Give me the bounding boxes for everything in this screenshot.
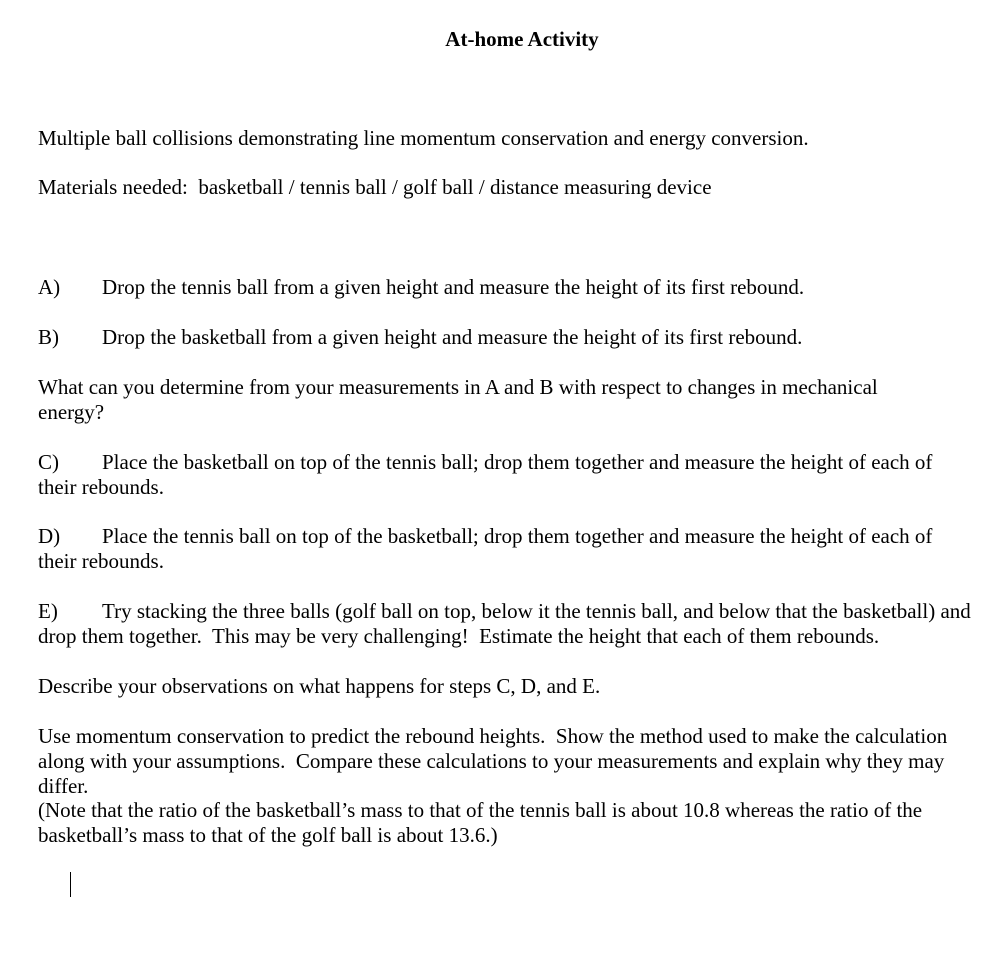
momentum-paragraph: Use momentum conservation to predict the rebound heights. Show the method used to make the calculation along with your assumptions. Compare these calculations to your measurements and explain why they may differ. <box>38 724 953 798</box>
step-c-label: C) <box>38 450 59 474</box>
step-b <box>38 325 973 350</box>
step-c <box>38 450 973 500</box>
note-paragraph: (Note that the ratio of the basketball’s mass to that of the tennis ball is about 10.8 whereas the ratio of the basketball’s mass to that of the golf ball is about 13.6.) <box>38 798 923 847</box>
step-a <box>38 275 973 300</box>
describe-paragraph: Describe your observations on what happens for steps C, D, and E. <box>38 674 601 698</box>
step-e-text: Try stacking the three balls (golf ball on top, below it the tennis ball, and below that the basketball) and drop them together. This may be very challenging! Estimate the height that each of them rebounds. <box>38 599 977 648</box>
document-title: At-home Activity <box>445 27 599 51</box>
step-b-label: B) <box>38 325 59 349</box>
intro-paragraph: Multiple ball collisions demonstrating line momentum conservation and energy conversion. <box>38 126 809 150</box>
step-a-text: Drop the tennis ball from a given height and measure the height of its first rebound. <box>102 275 805 299</box>
text-cursor[interactable] <box>70 872 71 897</box>
step-e <box>38 599 978 649</box>
step-b-text: Drop the basketball from a given height and measure the height of its first rebound. <box>102 325 803 349</box>
materials-paragraph: Materials needed: basketball / tennis ball / golf ball / distance measuring device <box>38 175 712 199</box>
step-e-label: E) <box>38 599 58 623</box>
step-c-text: Place the basketball on top of the tennis ball; drop them together and measure the height of each of their rebounds. <box>38 450 933 499</box>
step-d-text: Place the tennis ball on top of the basketball; drop them together and measure the height of each of their rebounds. <box>38 524 933 573</box>
question-ab-paragraph: What can you determine from your measurements in A and B with respect to changes in mechanical energy? <box>38 375 878 424</box>
step-a-label: A) <box>38 275 61 299</box>
step-d-label: D) <box>38 524 61 548</box>
step-d <box>38 524 973 574</box>
